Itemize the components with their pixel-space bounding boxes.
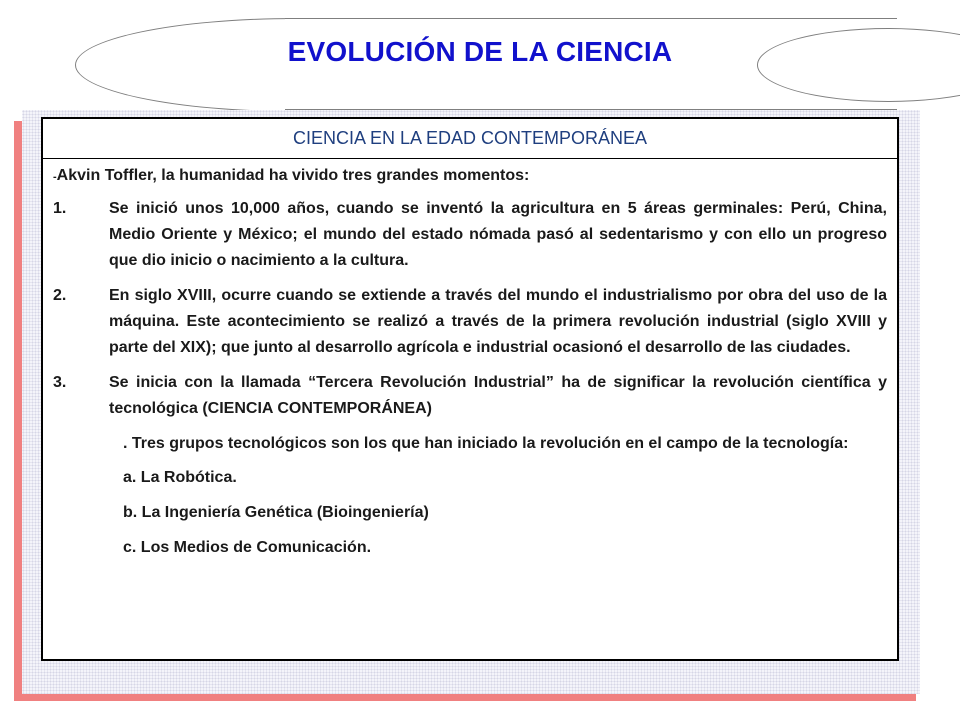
item-text: Se inició unos 10,000 años, cuando se inventó la agricultura en 5 áreas germinales: Perú, China, Medio Oriente y México; el mundo del estado nómada pasó al sedentarismo y con ello un progreso que dio inicio o nacimiento a la cultura.	[109, 200, 887, 269]
frame-left-accent-bar	[14, 121, 22, 694]
item-text: Se inicia con la llamada “Tercera Revolución Industrial” ha de significar la revolución científica y tecnológica (CIENCIA CONTEMPORÁNEA)	[109, 374, 887, 417]
intro-dash: -	[53, 171, 57, 183]
tech-group-item: c. Los Medios de Comunicación.	[123, 539, 372, 556]
tech-groups-intro-text: . Tres grupos tecnológicos son los que han iniciado la revolución en el campo de la tecnología:	[123, 435, 849, 452]
list-item	[53, 196, 887, 274]
intro-text: Akvin Toffler, la humanidad ha vivido tres grandes momentos:	[56, 167, 530, 184]
box-heading: CIENCIA EN LA EDAD CONTEMPORÁNEA	[43, 119, 897, 159]
item-number: 3.	[53, 374, 67, 391]
content-box	[41, 117, 899, 661]
intro-line	[53, 165, 887, 188]
slide-title: EVOLUCIÓN DE LA CIENCIA	[287, 36, 673, 67]
item-text: En siglo XVIII, ocurre cuando se extiende a través del mundo el industrialismo por obra del uso de la máquina. Este acontecimiento se realizó a través de la primera revolución industrial (siglo XVIII y parte del XIX); que junto al desarrollo agrícola e industrial ocasionó el desarrollo de las ciudades.	[109, 287, 887, 356]
item-number: 2.	[53, 287, 67, 304]
tech-groups-intro	[109, 431, 887, 457]
list-item	[53, 370, 887, 422]
list-item	[53, 283, 887, 361]
tech-group-item: b. La Ingeniería Genética (Bioingeniería)	[123, 504, 429, 521]
title-banner-right-ellipse	[757, 28, 960, 102]
item-number: 1.	[53, 200, 67, 217]
frame-bottom-accent-bar	[14, 694, 916, 701]
tech-group-item: a. La Robótica.	[123, 469, 237, 486]
content-body	[43, 159, 897, 561]
